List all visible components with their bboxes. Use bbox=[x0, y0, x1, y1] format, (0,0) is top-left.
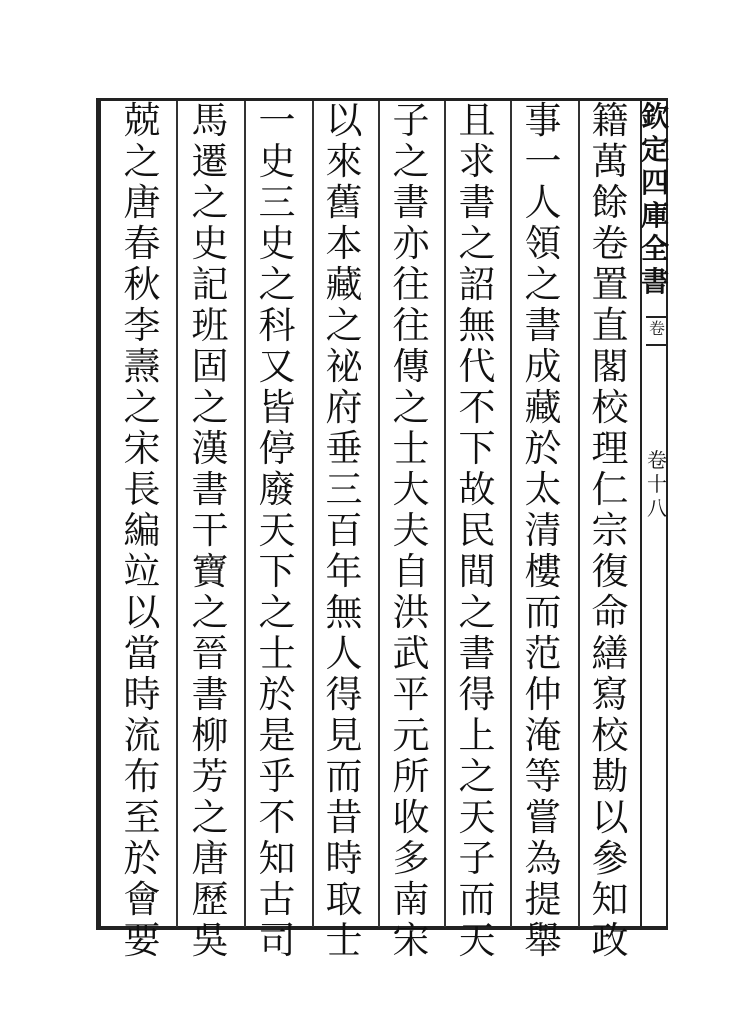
glyph: 竝 bbox=[123, 550, 161, 593]
glyph: 之 bbox=[191, 796, 229, 839]
text-column-7 bbox=[186, 100, 234, 961]
glyph: 人 bbox=[325, 632, 363, 675]
glyph: 上 bbox=[458, 714, 496, 757]
glyph: 之 bbox=[258, 263, 296, 306]
glyph: 參 bbox=[591, 837, 629, 880]
glyph: 書 bbox=[524, 304, 562, 347]
glyph: 知 bbox=[591, 878, 629, 921]
glyph: 嘗 bbox=[524, 796, 562, 839]
glyph: 清 bbox=[524, 509, 562, 552]
glyph: 干 bbox=[191, 509, 229, 552]
glyph: 以 bbox=[325, 99, 363, 142]
glyph: 南 bbox=[392, 878, 430, 921]
glyph: 洪 bbox=[392, 591, 430, 634]
glyph: 唐 bbox=[123, 181, 161, 224]
glyph: 而 bbox=[524, 591, 562, 634]
glyph: 代 bbox=[458, 345, 496, 388]
glyph: 故 bbox=[458, 468, 496, 511]
glyph: 長 bbox=[123, 468, 161, 511]
glyph: 而 bbox=[458, 878, 496, 921]
glyph: 之 bbox=[191, 386, 229, 429]
glyph: 於 bbox=[258, 673, 296, 716]
glyph: 四 bbox=[640, 166, 669, 199]
text-column-4 bbox=[387, 100, 435, 961]
glyph: 得 bbox=[458, 673, 496, 716]
glyph: 夫 bbox=[392, 509, 430, 552]
glyph: 之 bbox=[191, 591, 229, 634]
column-rule bbox=[578, 101, 580, 927]
glyph: 柳 bbox=[191, 714, 229, 757]
glyph: 於 bbox=[123, 837, 161, 880]
glyph: 之 bbox=[458, 591, 496, 634]
glyph: 秋 bbox=[123, 263, 161, 306]
glyph: 布 bbox=[123, 755, 161, 798]
glyph: 藏 bbox=[325, 263, 363, 306]
glyph: 漢 bbox=[191, 427, 229, 470]
glyph: 士 bbox=[258, 632, 296, 675]
glyph: 祕 bbox=[325, 345, 363, 388]
glyph: 舊 bbox=[325, 181, 363, 224]
glyph: 宋 bbox=[392, 919, 430, 962]
glyph: 昔 bbox=[325, 796, 363, 839]
glyph: 平 bbox=[392, 673, 430, 716]
page-mark: 卷 bbox=[646, 316, 668, 346]
glyph: 固 bbox=[191, 345, 229, 388]
glyph: 皆 bbox=[258, 386, 296, 429]
glyph: 兢 bbox=[123, 99, 161, 142]
glyph: 八 bbox=[647, 496, 667, 520]
glyph: 之 bbox=[258, 591, 296, 634]
glyph: 間 bbox=[458, 550, 496, 593]
glyph: 之 bbox=[325, 304, 363, 347]
glyph: 收 bbox=[392, 796, 430, 839]
glyph: 史 bbox=[191, 222, 229, 265]
column-rule bbox=[444, 101, 446, 927]
glyph: 古 bbox=[258, 878, 296, 921]
glyph: 來 bbox=[325, 140, 363, 183]
glyph: 仁 bbox=[591, 468, 629, 511]
edge-mark bbox=[96, 700, 99, 930]
glyph: 子 bbox=[458, 837, 496, 880]
glyph: 府 bbox=[325, 386, 363, 429]
glyph: 之 bbox=[458, 755, 496, 798]
glyph: 芳 bbox=[191, 755, 229, 798]
column-rule bbox=[378, 101, 380, 927]
text-column-3 bbox=[453, 100, 501, 961]
glyph: 本 bbox=[325, 222, 363, 265]
glyph: 寫 bbox=[591, 673, 629, 716]
glyph: 之 bbox=[392, 140, 430, 183]
glyph: 子 bbox=[392, 99, 430, 142]
glyph: 范 bbox=[524, 632, 562, 675]
glyph: 往 bbox=[392, 304, 430, 347]
glyph: 人 bbox=[524, 181, 562, 224]
glyph: 領 bbox=[524, 222, 562, 265]
glyph: 仲 bbox=[524, 673, 562, 716]
glyph: 士 bbox=[325, 919, 363, 962]
glyph: 不 bbox=[458, 386, 496, 429]
glyph: 太 bbox=[524, 468, 562, 511]
glyph: 天 bbox=[458, 796, 496, 839]
glyph: 十 bbox=[647, 472, 667, 496]
glyph: 淹 bbox=[524, 714, 562, 757]
glyph: 記 bbox=[191, 263, 229, 306]
glyph: 定 bbox=[640, 133, 669, 166]
glyph: 一 bbox=[258, 99, 296, 142]
text-column-6 bbox=[253, 100, 301, 961]
glyph: 萬 bbox=[591, 140, 629, 183]
glyph: 命 bbox=[591, 591, 629, 634]
glyph: 之 bbox=[392, 386, 430, 429]
glyph: 廢 bbox=[258, 468, 296, 511]
glyph: 停 bbox=[258, 427, 296, 470]
glyph: 班 bbox=[191, 304, 229, 347]
glyph: 之 bbox=[191, 181, 229, 224]
column-rule bbox=[312, 101, 314, 927]
glyph: 藏 bbox=[524, 386, 562, 429]
glyph: 自 bbox=[392, 550, 430, 593]
glyph: 編 bbox=[123, 509, 161, 552]
glyph: 宋 bbox=[123, 427, 161, 470]
glyph: 燾 bbox=[123, 345, 161, 388]
glyph: 書 bbox=[458, 181, 496, 224]
glyph: 大 bbox=[392, 468, 430, 511]
glyph: 以 bbox=[123, 591, 161, 634]
glyph: 勘 bbox=[591, 755, 629, 798]
glyph: 元 bbox=[392, 714, 430, 757]
glyph: 繕 bbox=[591, 632, 629, 675]
glyph: 至 bbox=[123, 796, 161, 839]
glyph: 三 bbox=[325, 468, 363, 511]
glyph: 史 bbox=[258, 140, 296, 183]
glyph: 不 bbox=[258, 796, 296, 839]
column-rule bbox=[244, 101, 246, 927]
glyph: 書 bbox=[191, 468, 229, 511]
glyph: 是 bbox=[258, 714, 296, 757]
glyph: 舉 bbox=[524, 919, 562, 962]
glyph: 垂 bbox=[325, 427, 363, 470]
glyph: 遷 bbox=[191, 140, 229, 183]
glyph: 餘 bbox=[591, 181, 629, 224]
glyph: 民 bbox=[458, 509, 496, 552]
glyph: 取 bbox=[325, 878, 363, 921]
glyph: 庫 bbox=[640, 199, 669, 232]
glyph: 為 bbox=[524, 837, 562, 880]
glyph: 而 bbox=[325, 755, 363, 798]
column-rule bbox=[176, 101, 178, 927]
glyph: 無 bbox=[325, 591, 363, 634]
glyph: 年 bbox=[325, 550, 363, 593]
glyph: 又 bbox=[258, 345, 296, 388]
glyph: 直 bbox=[591, 304, 629, 347]
glyph: 成 bbox=[524, 345, 562, 388]
glyph: 寶 bbox=[191, 550, 229, 593]
glyph: 要 bbox=[123, 919, 161, 962]
glyph: 求 bbox=[458, 140, 496, 183]
glyph: 天 bbox=[458, 919, 496, 962]
glyph: 宗 bbox=[591, 509, 629, 552]
glyph: 乎 bbox=[258, 755, 296, 798]
glyph: 復 bbox=[591, 550, 629, 593]
glyph: 馬 bbox=[191, 99, 229, 142]
glyph: 時 bbox=[325, 837, 363, 880]
glyph: 時 bbox=[123, 673, 161, 716]
glyph: 置 bbox=[591, 263, 629, 306]
glyph: 於 bbox=[524, 427, 562, 470]
glyph: 樓 bbox=[524, 550, 562, 593]
glyph: 卷 bbox=[647, 448, 667, 472]
glyph: 之 bbox=[524, 263, 562, 306]
glyph: 史 bbox=[258, 222, 296, 265]
glyph: 晉 bbox=[191, 632, 229, 675]
glyph: 無 bbox=[458, 304, 496, 347]
glyph: 理 bbox=[591, 427, 629, 470]
glyph: 卷 bbox=[591, 222, 629, 265]
glyph: 李 bbox=[123, 304, 161, 347]
glyph: 武 bbox=[392, 632, 430, 675]
glyph: 之 bbox=[123, 386, 161, 429]
glyph: 之 bbox=[123, 140, 161, 183]
glyph: 以 bbox=[591, 796, 629, 839]
glyph: 校 bbox=[591, 714, 629, 757]
text-column-8 bbox=[118, 100, 166, 961]
glyph: 詔 bbox=[458, 263, 496, 306]
glyph: 科 bbox=[258, 304, 296, 347]
glyph: 見 bbox=[325, 714, 363, 757]
column-rule bbox=[510, 101, 512, 927]
glyph: 歷 bbox=[191, 878, 229, 921]
glyph: 多 bbox=[392, 837, 430, 880]
glyph: 書 bbox=[191, 673, 229, 716]
glyph: 下 bbox=[458, 427, 496, 470]
glyph: 欽 bbox=[640, 100, 669, 133]
glyph: 傳 bbox=[392, 345, 430, 388]
glyph: 司 bbox=[258, 919, 296, 962]
glyph: 亦 bbox=[392, 222, 430, 265]
glyph: 書 bbox=[392, 181, 430, 224]
glyph: 會 bbox=[123, 878, 161, 921]
glyph: 校 bbox=[591, 386, 629, 429]
glyph: 往 bbox=[392, 263, 430, 306]
book-title bbox=[640, 100, 670, 298]
glyph: 知 bbox=[258, 837, 296, 880]
glyph: 閣 bbox=[591, 345, 629, 388]
glyph: 三 bbox=[258, 181, 296, 224]
glyph: 士 bbox=[392, 427, 430, 470]
glyph: 吳 bbox=[191, 919, 229, 962]
glyph: 書 bbox=[458, 632, 496, 675]
glyph: 之 bbox=[458, 222, 496, 265]
glyph: 天 bbox=[258, 509, 296, 552]
glyph: 提 bbox=[524, 878, 562, 921]
text-column-2 bbox=[519, 100, 567, 961]
glyph: 且 bbox=[458, 99, 496, 142]
glyph: 等 bbox=[524, 755, 562, 798]
glyph: 唐 bbox=[191, 837, 229, 880]
glyph: 事 bbox=[524, 99, 562, 142]
glyph: 所 bbox=[392, 755, 430, 798]
glyph: 一 bbox=[524, 140, 562, 183]
glyph: 當 bbox=[123, 632, 161, 675]
glyph: 流 bbox=[123, 714, 161, 757]
volume-label bbox=[646, 448, 668, 520]
glyph: 全 bbox=[640, 232, 669, 265]
glyph: 籍 bbox=[591, 99, 629, 142]
text-column-1 bbox=[586, 100, 634, 961]
glyph: 書 bbox=[640, 265, 669, 298]
glyph: 得 bbox=[325, 673, 363, 716]
glyph: 下 bbox=[258, 550, 296, 593]
text-column-5 bbox=[320, 100, 368, 961]
glyph: 政 bbox=[591, 919, 629, 962]
glyph: 春 bbox=[123, 222, 161, 265]
glyph: 百 bbox=[325, 509, 363, 552]
